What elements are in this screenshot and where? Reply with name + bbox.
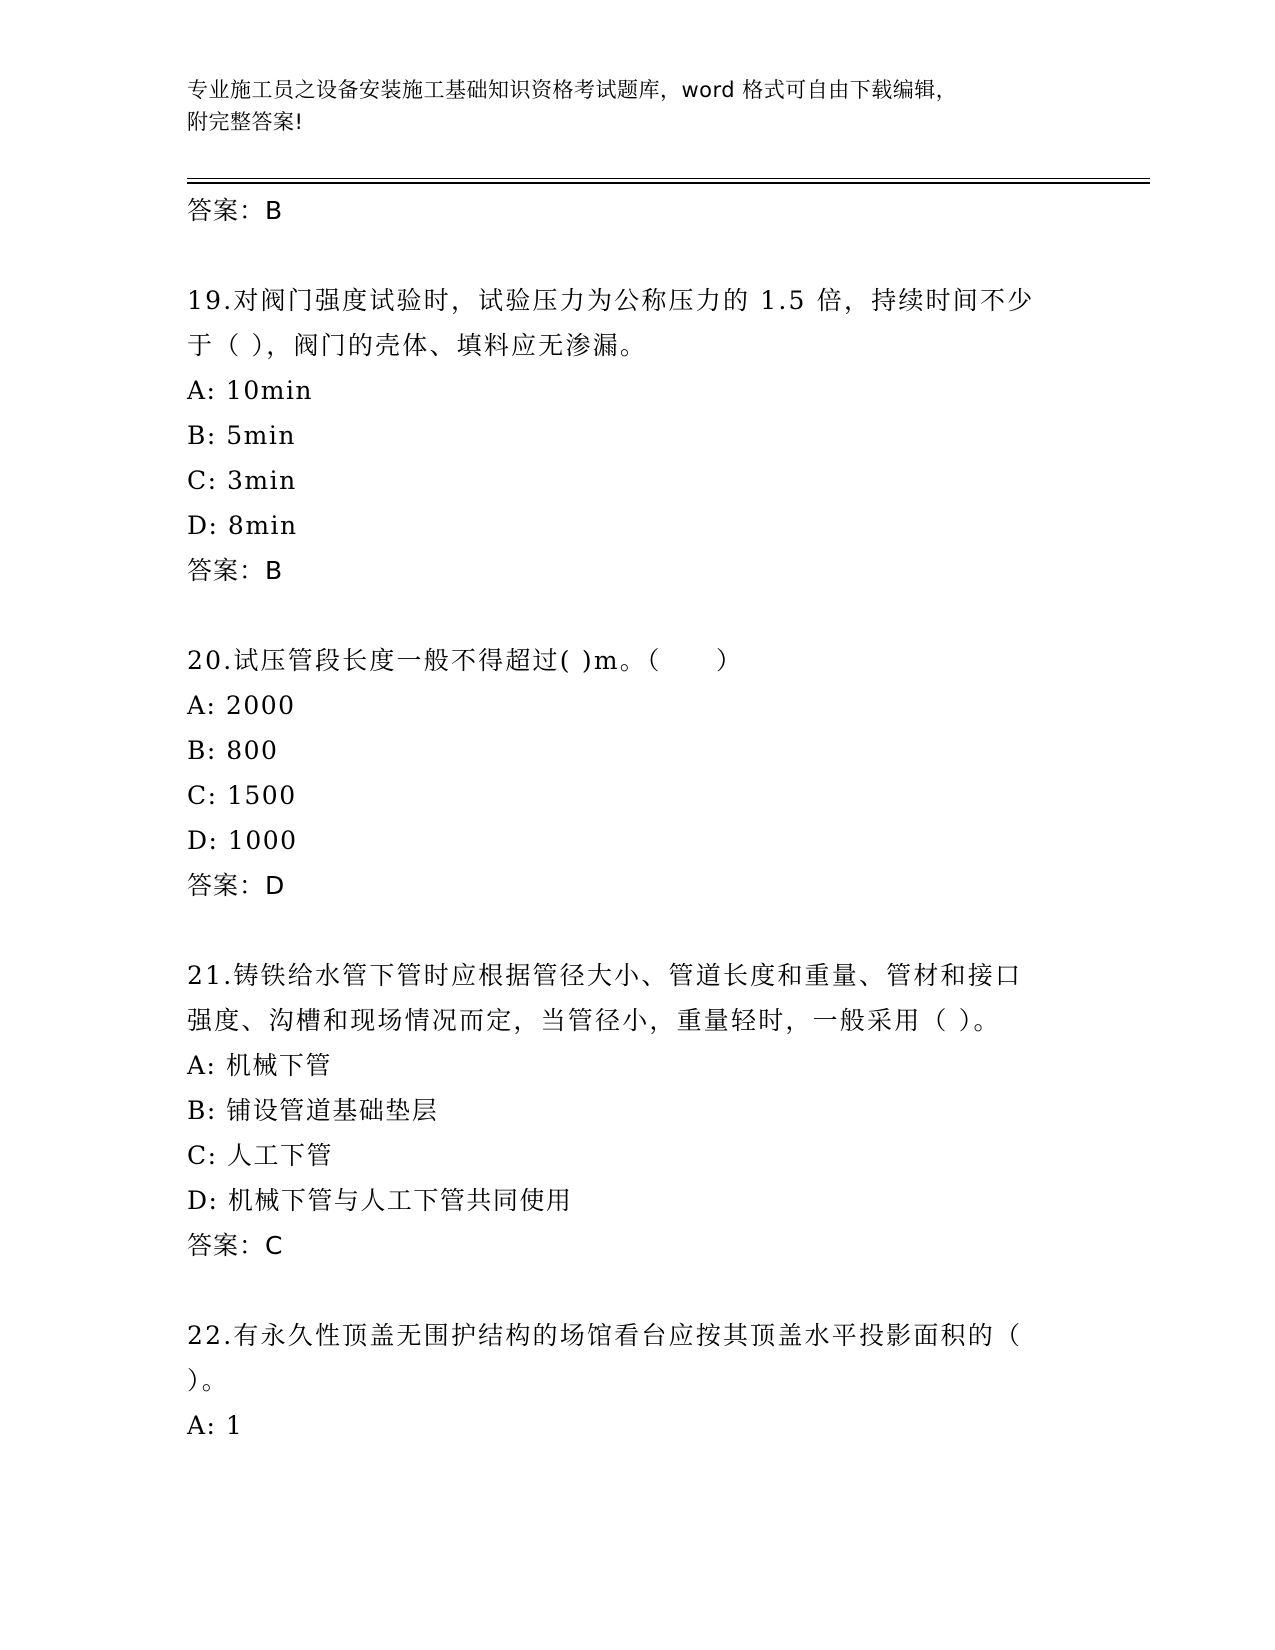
option-d: D: 机械下管与人工下管共同使用 bbox=[187, 1186, 573, 1215]
option-c: C: 1500 bbox=[187, 781, 297, 810]
answer-line: 答案：B bbox=[187, 556, 284, 585]
header-line-2: 附完整答案! bbox=[187, 110, 304, 134]
option-c: C: 人工下管 bbox=[187, 1141, 333, 1170]
spacer bbox=[187, 908, 1087, 953]
option-b: B: 铺设管道基础垫层 bbox=[187, 1096, 439, 1125]
question-text bbox=[187, 278, 1087, 368]
option-c: C: 3min bbox=[187, 466, 297, 495]
question-text bbox=[187, 1313, 1087, 1403]
option-a: A: 2000 bbox=[187, 691, 296, 720]
spacer bbox=[187, 233, 1087, 278]
document-body bbox=[187, 188, 1087, 1448]
question-line: 22.有永久性顶盖无围护结构的场馆看台应按其顶盖水平投影面积的（ bbox=[187, 1321, 1023, 1350]
question-line: 20.试压管段长度一般不得超过( )m。（ ） bbox=[187, 646, 744, 675]
document-header bbox=[187, 74, 1067, 138]
option-d: D: 1000 bbox=[187, 826, 298, 855]
spacer bbox=[187, 593, 1087, 638]
option-d: D: 8min bbox=[187, 511, 298, 540]
question-block-22 bbox=[187, 1313, 1087, 1448]
question-line: 于（ ），阀门的壳体、填料应无渗漏。 bbox=[187, 331, 648, 360]
header-line-1: 专业施工员之设备安装施工基础知识资格考试题库，word 格式可自由下载编辑， bbox=[187, 78, 958, 102]
question-block-20 bbox=[187, 638, 1087, 908]
answer-line: 答案：B bbox=[187, 196, 284, 225]
question-line: 强度、沟槽和现场情况而定，当管径小，重量轻时，一般采用（ ）。 bbox=[187, 1006, 1001, 1035]
option-a: A: 1 bbox=[187, 1411, 244, 1440]
answer-line: 答案：C bbox=[187, 1231, 284, 1260]
question-block-19 bbox=[187, 278, 1087, 593]
question-block-21 bbox=[187, 953, 1087, 1268]
question-text bbox=[187, 953, 1087, 1043]
option-b: B: 5min bbox=[187, 421, 296, 450]
option-b: B: 800 bbox=[187, 736, 279, 765]
header-divider-thick bbox=[187, 182, 1150, 184]
question-line: 21.铸铁给水管下管时应根据管径大小、管道长度和重量、管材和接口 bbox=[187, 961, 1023, 990]
answer-line: 答案：D bbox=[187, 871, 286, 900]
spacer bbox=[187, 1268, 1087, 1313]
question-text bbox=[187, 638, 1087, 683]
header-divider-thin bbox=[187, 178, 1150, 179]
question-line: 19.对阀门强度试验时，试验压力为公称压力的 1.5 倍，持续时间不少 bbox=[187, 286, 1035, 315]
question-line: ）。 bbox=[187, 1366, 229, 1395]
option-a: A: 机械下管 bbox=[187, 1051, 332, 1080]
option-a: A: 10min bbox=[187, 376, 314, 405]
